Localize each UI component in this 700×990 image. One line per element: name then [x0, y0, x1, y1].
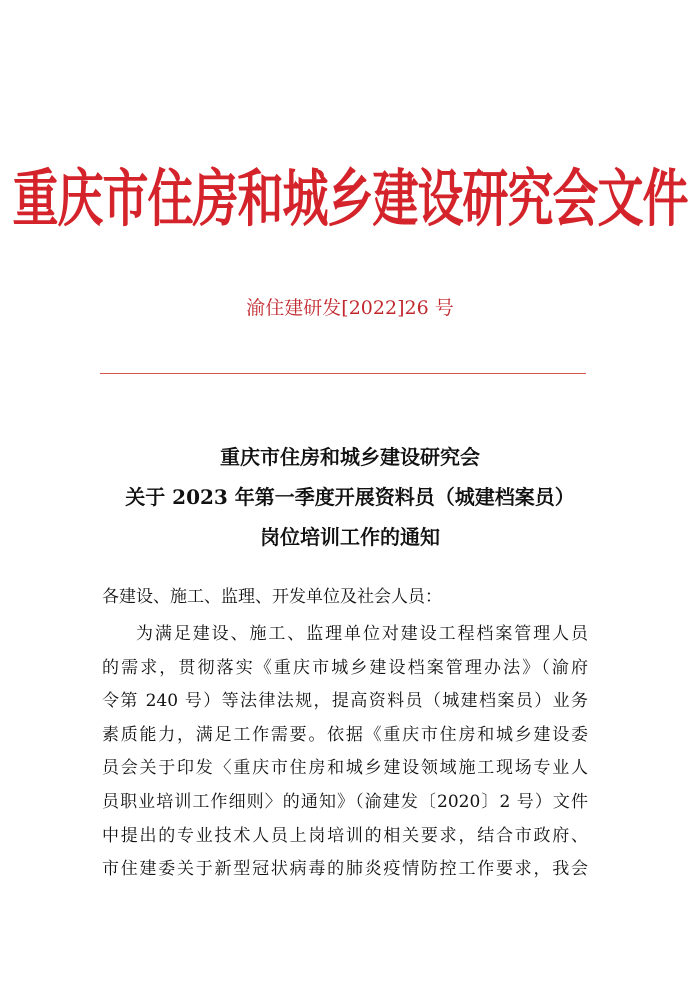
body-line: 的需求，贯彻落实《重庆市城乡建设档案管理办法》（渝府 — [102, 657, 588, 678]
body-line: 为满足建设、施工、监理单位对建设工程档案管理人员 — [136, 624, 588, 644]
salutation: 各建设、施工、监理、开发单位及社会人员： — [102, 587, 442, 607]
notice-title — [0, 437, 700, 557]
notice-title-line-1: 重庆市住房和城乡建设研究会 — [220, 445, 480, 469]
notice-title-line-2: 关于 2023 年第一季度开展资料员（城建档案员） — [125, 485, 575, 509]
body-line: 员职业培训工作细则〉的通知》（渝建发〔2020〕2 号）文件 — [102, 791, 588, 812]
body-line: 令第 240 号）等法律法规，提高资料员（城建档案员）业务 — [102, 691, 588, 712]
body-line: 素质能力，满足工作需要。依据《重庆市住房和城乡建设委 — [102, 724, 588, 745]
body-line: 市住建委关于新型冠状病毒的肺炎疫情防控工作要求，我会 — [102, 859, 588, 880]
body-paragraph — [102, 618, 588, 887]
body-line: 员会关于印发〈重庆市住房和城乡建设领域施工现场专业人 — [102, 758, 588, 779]
body-line: 中提出的专业技术人员上岗培训的相关要求，结合市政府、 — [102, 825, 588, 846]
notice-title-line-3: 岗位培训工作的通知 — [260, 525, 440, 549]
masthead-title: 重庆市住房和城乡建设研究会文件 — [12, 162, 688, 236]
red-divider-rule — [100, 373, 586, 374]
document-number: 渝住建研发[2022]26 号 — [246, 297, 454, 319]
